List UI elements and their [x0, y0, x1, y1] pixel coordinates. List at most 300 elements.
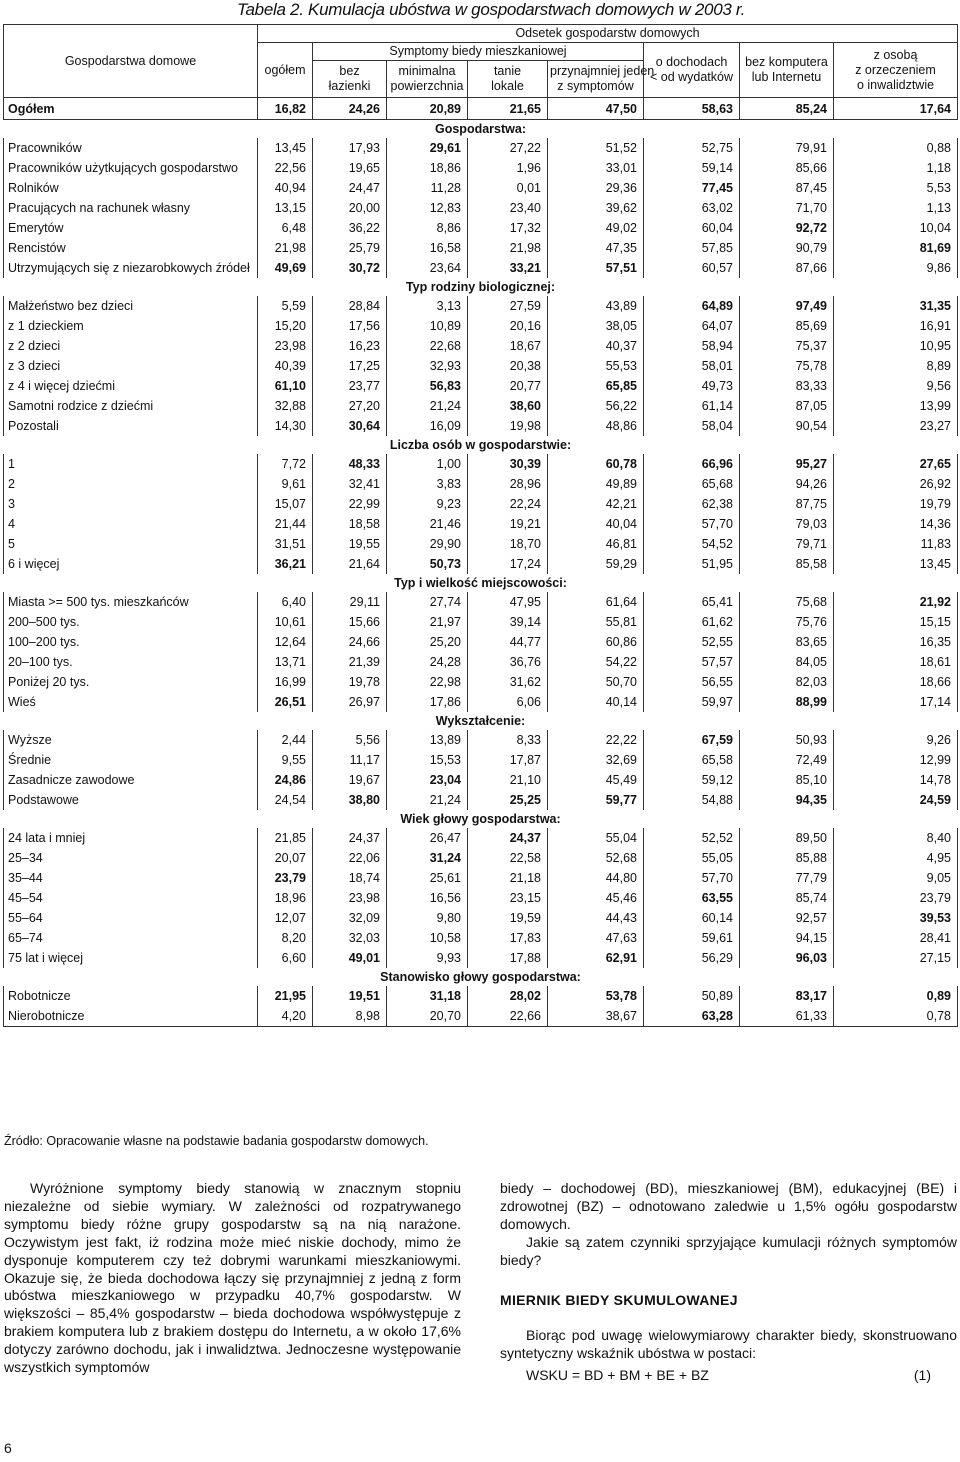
value-cell: 82,03: [740, 672, 834, 692]
value-cell: 29,11: [313, 592, 387, 612]
value-cell: 24,26: [313, 98, 387, 120]
value-cell: 9,55: [258, 750, 313, 770]
value-cell: 4,20: [258, 1006, 313, 1027]
value-cell: 16,35: [834, 632, 958, 652]
value-cell: 85,74: [740, 888, 834, 908]
header-dochod: o dochodach < od wydatków: [644, 43, 740, 98]
value-cell: 6,40: [258, 592, 313, 612]
value-cell: 65,58: [644, 750, 740, 770]
table-row: [4, 1006, 958, 1027]
value-cell: 21,95: [258, 986, 313, 1006]
value-cell: 5,53: [834, 178, 958, 198]
value-cell: 18,96: [258, 888, 313, 908]
value-cell: 75,78: [740, 356, 834, 376]
value-cell: 31,18: [387, 986, 468, 1006]
value-cell: 61,33: [740, 1006, 834, 1027]
value-cell: 60,86: [548, 632, 644, 652]
value-cell: 95,27: [740, 454, 834, 474]
page-number: 6: [4, 1440, 12, 1456]
value-cell: 9,61: [258, 474, 313, 494]
row-label: Podstawowe: [4, 790, 258, 810]
value-cell: 23,40: [468, 198, 548, 218]
value-cell: 17,86: [387, 692, 468, 712]
value-cell: 31,51: [258, 534, 313, 554]
value-cell: 11,83: [834, 534, 958, 554]
row-label: Pracowników: [4, 138, 258, 158]
value-cell: 10,58: [387, 928, 468, 948]
value-cell: 18,61: [834, 652, 958, 672]
value-cell: 15,20: [258, 316, 313, 336]
value-cell: 30,39: [468, 454, 548, 474]
value-cell: 87,66: [740, 258, 834, 278]
value-cell: 47,95: [468, 592, 548, 612]
row-label: 3: [4, 494, 258, 514]
table-row: [4, 474, 958, 494]
value-cell: 47,50: [548, 98, 644, 120]
value-cell: 21,98: [468, 238, 548, 258]
row-label: 24 lata i mniej: [4, 828, 258, 848]
value-cell: 6,06: [468, 692, 548, 712]
value-cell: 8,89: [834, 356, 958, 376]
value-cell: 49,73: [644, 376, 740, 396]
value-cell: 43,89: [548, 296, 644, 316]
value-cell: 24,54: [258, 790, 313, 810]
value-cell: 56,83: [387, 376, 468, 396]
value-cell: 54,52: [644, 534, 740, 554]
formula-line: [500, 1367, 957, 1385]
value-cell: 9,80: [387, 908, 468, 928]
value-cell: 47,63: [548, 928, 644, 948]
value-cell: 23,98: [258, 336, 313, 356]
value-cell: 24,86: [258, 770, 313, 790]
value-cell: 52,75: [644, 138, 740, 158]
value-cell: 47,35: [548, 238, 644, 258]
value-cell: 23,15: [468, 888, 548, 908]
value-cell: 85,69: [740, 316, 834, 336]
value-cell: 16,58: [387, 238, 468, 258]
value-cell: 46,81: [548, 534, 644, 554]
table-row: [4, 494, 958, 514]
value-cell: 24,37: [313, 828, 387, 848]
value-cell: 27,20: [313, 396, 387, 416]
value-cell: 48,86: [548, 416, 644, 436]
value-cell: 5,56: [313, 730, 387, 750]
value-cell: 38,60: [468, 396, 548, 416]
formula: WSKU = BD + BM + BE + BZ: [526, 1367, 709, 1384]
value-cell: 40,14: [548, 692, 644, 712]
value-cell: 16,91: [834, 316, 958, 336]
value-cell: 20,77: [468, 376, 548, 396]
value-cell: 85,88: [740, 848, 834, 868]
table-row: [4, 612, 958, 632]
value-cell: 94,26: [740, 474, 834, 494]
poverty-table: [3, 24, 958, 1027]
value-cell: 32,88: [258, 396, 313, 416]
value-cell: 19,67: [313, 770, 387, 790]
value-cell: 17,93: [313, 138, 387, 158]
value-cell: 36,21: [258, 554, 313, 574]
value-cell: 22,99: [313, 494, 387, 514]
value-cell: 79,91: [740, 138, 834, 158]
value-cell: 19,78: [313, 672, 387, 692]
value-cell: 85,66: [740, 158, 834, 178]
row-label: 2: [4, 474, 258, 494]
paragraph: biedy – dochodowej (BD), mieszkaniowej (BM), edukacyjnej (BE) i zdrowotnej (BZ) – odnotowano zaledwie u 1,5% ogółu gospodarstw domowych.: [500, 1180, 957, 1232]
row-label: 5: [4, 534, 258, 554]
value-cell: 26,92: [834, 474, 958, 494]
value-cell: 45,46: [548, 888, 644, 908]
value-cell: 61,10: [258, 376, 313, 396]
value-cell: 77,45: [644, 178, 740, 198]
value-cell: 75,76: [740, 612, 834, 632]
value-cell: 40,04: [548, 514, 644, 534]
paragraph: Jakie są zatem czynniki sprzyjające kumulacji różnych symptomów biedy?: [500, 1233, 957, 1268]
value-cell: 13,99: [834, 396, 958, 416]
section-heading: MIERNIK BIEDY SKUMULOWANEJ: [500, 1291, 738, 1308]
table-row: [4, 98, 958, 120]
value-cell: 16,99: [258, 672, 313, 692]
section-header: [4, 120, 958, 139]
value-cell: 65,68: [644, 474, 740, 494]
table-row: [4, 316, 958, 336]
value-cell: 4,95: [834, 848, 958, 868]
value-cell: 33,01: [548, 158, 644, 178]
value-cell: 8,98: [313, 1006, 387, 1027]
table-row: [4, 948, 958, 968]
value-cell: 32,03: [313, 928, 387, 948]
value-cell: 50,73: [387, 554, 468, 574]
value-cell: 39,53: [834, 908, 958, 928]
value-cell: 9,56: [834, 376, 958, 396]
value-cell: 24,37: [468, 828, 548, 848]
table-row: [4, 848, 958, 868]
table-body: [4, 98, 958, 1027]
value-cell: 59,77: [548, 790, 644, 810]
value-cell: 27,22: [468, 138, 548, 158]
value-cell: 23,77: [313, 376, 387, 396]
value-cell: 90,54: [740, 416, 834, 436]
value-cell: 85,24: [740, 98, 834, 120]
value-cell: 83,17: [740, 986, 834, 1006]
value-cell: 14,30: [258, 416, 313, 436]
value-cell: 28,41: [834, 928, 958, 948]
value-cell: 21,18: [468, 868, 548, 888]
value-cell: 18,66: [834, 672, 958, 692]
value-cell: 52,68: [548, 848, 644, 868]
value-cell: 62,91: [548, 948, 644, 968]
value-cell: 50,89: [644, 986, 740, 1006]
value-cell: 8,33: [468, 730, 548, 750]
value-cell: 22,06: [313, 848, 387, 868]
header-min-pow: minimalna powierzchnia: [387, 61, 468, 98]
value-cell: 57,57: [644, 652, 740, 672]
text-column-right: [500, 1180, 957, 1385]
value-cell: 72,49: [740, 750, 834, 770]
row-label: Pozostali: [4, 416, 258, 436]
value-cell: 97,49: [740, 296, 834, 316]
value-cell: 88,99: [740, 692, 834, 712]
value-cell: 23,79: [834, 888, 958, 908]
value-cell: 56,29: [644, 948, 740, 968]
value-cell: 6,60: [258, 948, 313, 968]
value-cell: 13,45: [258, 138, 313, 158]
table-row: [4, 238, 958, 258]
row-label: z 3 dzieci: [4, 356, 258, 376]
value-cell: 63,02: [644, 198, 740, 218]
value-cell: 51,52: [548, 138, 644, 158]
value-cell: 14,78: [834, 770, 958, 790]
section-title: Typ rodziny biologicznej:: [405, 280, 556, 294]
value-cell: 18,74: [313, 868, 387, 888]
section-title: Stanowisko głowy gospodarstwa:: [380, 970, 581, 984]
value-cell: 33,21: [468, 258, 548, 278]
value-cell: 32,93: [387, 356, 468, 376]
table-row: [4, 396, 958, 416]
value-cell: 39,62: [548, 198, 644, 218]
value-cell: 18,70: [468, 534, 548, 554]
value-cell: 60,57: [644, 258, 740, 278]
value-cell: 75,37: [740, 336, 834, 356]
value-cell: 17,25: [313, 356, 387, 376]
value-cell: 8,86: [387, 218, 468, 238]
table-row: [4, 198, 958, 218]
value-cell: 49,69: [258, 258, 313, 278]
row-label: z 4 i więcej dziećmi: [4, 376, 258, 396]
row-label: z 2 dzieci: [4, 336, 258, 356]
value-cell: 38,67: [548, 1006, 644, 1027]
value-cell: 40,94: [258, 178, 313, 198]
value-cell: 49,01: [313, 948, 387, 968]
value-cell: 27,65: [834, 454, 958, 474]
value-cell: 19,79: [834, 494, 958, 514]
value-cell: 21,65: [468, 98, 548, 120]
value-cell: 22,66: [468, 1006, 548, 1027]
value-cell: 17,87: [468, 750, 548, 770]
row-label: 100–200 tys.: [4, 632, 258, 652]
value-cell: 61,62: [644, 612, 740, 632]
value-cell: 44,80: [548, 868, 644, 888]
value-cell: 87,45: [740, 178, 834, 198]
value-cell: 56,55: [644, 672, 740, 692]
value-cell: 58,63: [644, 98, 740, 120]
value-cell: 13,45: [834, 554, 958, 574]
value-cell: 94,35: [740, 790, 834, 810]
row-label: 25–34: [4, 848, 258, 868]
value-cell: 25,79: [313, 238, 387, 258]
value-cell: 9,86: [834, 258, 958, 278]
value-cell: 21,64: [313, 554, 387, 574]
table-row: [4, 178, 958, 198]
value-cell: 30,72: [313, 258, 387, 278]
table-row: [4, 868, 958, 888]
value-cell: 19,65: [313, 158, 387, 178]
table-row: [4, 158, 958, 178]
row-label: Samotni rodzice z dziećmi: [4, 396, 258, 416]
value-cell: 49,89: [548, 474, 644, 494]
value-cell: 31,35: [834, 296, 958, 316]
value-cell: 50,93: [740, 730, 834, 750]
value-cell: 19,21: [468, 514, 548, 534]
value-cell: 96,03: [740, 948, 834, 968]
value-cell: 16,09: [387, 416, 468, 436]
value-cell: 23,64: [387, 258, 468, 278]
source-note: Źródło: Opracowanie własne na podstawie badania gospodarstw domowych.: [4, 1134, 429, 1148]
value-cell: 25,61: [387, 868, 468, 888]
value-cell: 75,68: [740, 592, 834, 612]
value-cell: 79,71: [740, 534, 834, 554]
value-cell: 49,02: [548, 218, 644, 238]
value-cell: 17,56: [313, 316, 387, 336]
row-label: 65–74: [4, 928, 258, 948]
value-cell: 5,59: [258, 296, 313, 316]
value-cell: 63,28: [644, 1006, 740, 1027]
value-cell: 38,05: [548, 316, 644, 336]
table-row: [4, 672, 958, 692]
table-row: [4, 888, 958, 908]
value-cell: 15,07: [258, 494, 313, 514]
value-cell: 52,52: [644, 828, 740, 848]
value-cell: 10,89: [387, 316, 468, 336]
value-cell: 1,18: [834, 158, 958, 178]
value-cell: 31,24: [387, 848, 468, 868]
value-cell: 15,53: [387, 750, 468, 770]
value-cell: 10,61: [258, 612, 313, 632]
value-cell: 59,97: [644, 692, 740, 712]
row-label: 55–64: [4, 908, 258, 928]
value-cell: 28,02: [468, 986, 548, 1006]
value-cell: 16,82: [258, 98, 313, 120]
value-cell: 21,92: [834, 592, 958, 612]
value-cell: 22,68: [387, 336, 468, 356]
value-cell: 53,78: [548, 986, 644, 1006]
row-label: Robotnicze: [4, 986, 258, 1006]
value-cell: 19,55: [313, 534, 387, 554]
value-cell: 0,01: [468, 178, 548, 198]
table-row: [4, 356, 958, 376]
value-cell: 58,01: [644, 356, 740, 376]
row-label: Wyższe: [4, 730, 258, 750]
header-komputer: bez komputera lub Internetu: [740, 43, 834, 98]
row-label: Emerytów: [4, 218, 258, 238]
value-cell: 15,66: [313, 612, 387, 632]
value-cell: 1,00: [387, 454, 468, 474]
value-cell: 17,88: [468, 948, 548, 968]
value-cell: 83,33: [740, 376, 834, 396]
row-label: 6 i więcej: [4, 554, 258, 574]
value-cell: 48,33: [313, 454, 387, 474]
value-cell: 44,77: [468, 632, 548, 652]
row-label: Rencistów: [4, 238, 258, 258]
row-label: 4: [4, 514, 258, 534]
value-cell: 26,97: [313, 692, 387, 712]
value-cell: 36,76: [468, 652, 548, 672]
value-cell: 29,61: [387, 138, 468, 158]
value-cell: 26,47: [387, 828, 468, 848]
table-row: [4, 986, 958, 1006]
table-row: [4, 554, 958, 574]
value-cell: 28,96: [468, 474, 548, 494]
row-label: 35–44: [4, 868, 258, 888]
value-cell: 20,38: [468, 356, 548, 376]
value-cell: 59,61: [644, 928, 740, 948]
value-cell: 54,88: [644, 790, 740, 810]
header-ogolem: ogółem: [258, 43, 313, 98]
value-cell: 0,78: [834, 1006, 958, 1027]
value-cell: 56,22: [548, 396, 644, 416]
value-cell: 25,25: [468, 790, 548, 810]
value-cell: 57,51: [548, 258, 644, 278]
row-label: Pracowników użytkujących gospodarstwo: [4, 158, 258, 178]
value-cell: 39,14: [468, 612, 548, 632]
value-cell: 8,40: [834, 828, 958, 848]
value-cell: 19,51: [313, 986, 387, 1006]
row-label: 75 lat i więcej: [4, 948, 258, 968]
value-cell: 55,81: [548, 612, 644, 632]
value-cell: 23,27: [834, 416, 958, 436]
row-label: z 1 dzieckiem: [4, 316, 258, 336]
table-row: [4, 454, 958, 474]
value-cell: 22,56: [258, 158, 313, 178]
value-cell: 92,57: [740, 908, 834, 928]
value-cell: 61,14: [644, 396, 740, 416]
value-cell: 23,04: [387, 770, 468, 790]
value-cell: 54,22: [548, 652, 644, 672]
table-row: [4, 652, 958, 672]
value-cell: 57,70: [644, 514, 740, 534]
value-cell: 65,41: [644, 592, 740, 612]
section-header: [4, 278, 958, 296]
value-cell: 24,59: [834, 790, 958, 810]
value-cell: 21,39: [313, 652, 387, 672]
value-cell: 16,23: [313, 336, 387, 356]
value-cell: 10,04: [834, 218, 958, 238]
value-cell: 26,51: [258, 692, 313, 712]
row-label: Wieś: [4, 692, 258, 712]
value-cell: 6,48: [258, 218, 313, 238]
header-housing-group: Symptomy biedy mieszkaniowej: [313, 43, 644, 61]
row-label: 20–100 tys.: [4, 652, 258, 672]
value-cell: 10,95: [834, 336, 958, 356]
row-label: Poniżej 20 tys.: [4, 672, 258, 692]
value-cell: 58,04: [644, 416, 740, 436]
value-cell: 28,84: [313, 296, 387, 316]
value-cell: 11,17: [313, 750, 387, 770]
value-cell: 77,79: [740, 868, 834, 888]
value-cell: 83,65: [740, 632, 834, 652]
value-cell: 55,04: [548, 828, 644, 848]
value-cell: 30,64: [313, 416, 387, 436]
value-cell: 71,70: [740, 198, 834, 218]
row-label: Nierobotnicze: [4, 1006, 258, 1027]
table-row: [4, 828, 958, 848]
header-tanie: tanie lokale: [468, 61, 548, 98]
value-cell: 60,78: [548, 454, 644, 474]
header-bez-lazienki: bez łazienki: [313, 61, 387, 98]
value-cell: 9,26: [834, 730, 958, 750]
value-cell: 79,03: [740, 514, 834, 534]
table-row: [4, 928, 958, 948]
value-cell: 3,13: [387, 296, 468, 316]
value-cell: 22,58: [468, 848, 548, 868]
section-title: Wykształcenie:: [435, 714, 526, 728]
value-cell: 18,86: [387, 158, 468, 178]
formula-number: (1): [913, 1367, 931, 1384]
value-cell: 13,89: [387, 730, 468, 750]
value-cell: 17,14: [834, 692, 958, 712]
value-cell: 21,10: [468, 770, 548, 790]
row-label: 45–54: [4, 888, 258, 908]
value-cell: 21,98: [258, 238, 313, 258]
